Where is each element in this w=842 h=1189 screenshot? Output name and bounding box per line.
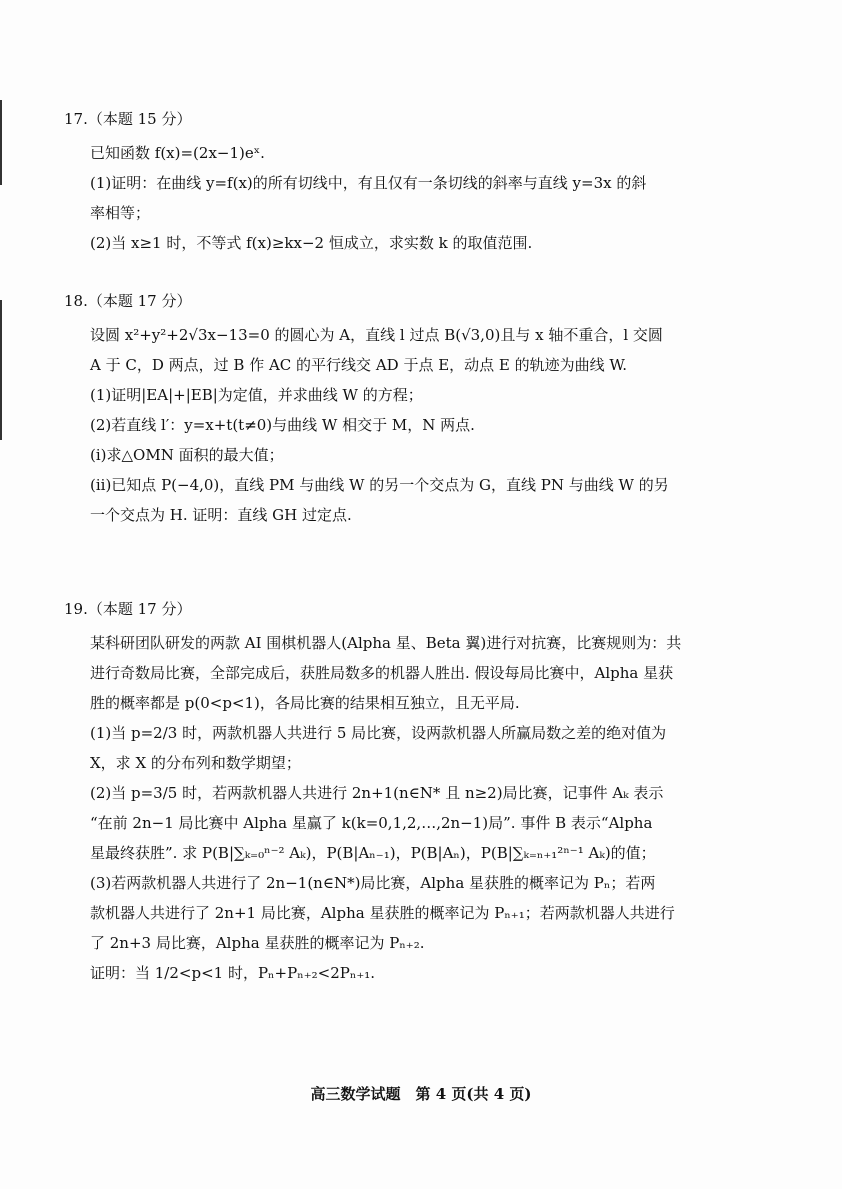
- problem-line: 进行奇数局比赛，全部完成后，获胜局数多的机器人胜出. 假设每局比赛中，Alpha 星获: [90, 664, 674, 682]
- problem-line: A 于 C，D 两点，过 B 作 AC 的平行线交 AD 于点 E，动点 E 的轨迹为曲线 W.: [90, 356, 627, 374]
- problem-17: [64, 108, 764, 258]
- problem-line: (1)证明|EA|+|EB|为定值，并求曲线 W 的方程；: [90, 386, 423, 404]
- problem-line: (2)当 x≥1 时，不等式 f(x)≥kx−2 恒成立，求实数 k 的取值范围.: [90, 234, 533, 252]
- page-footer: 高三数学试题 第 4 页(共 4 页): [310, 1085, 532, 1103]
- problem-19: [64, 598, 764, 988]
- problem-line: 星最终获胜”. 求 P(B|∑ₖ₌₀ⁿ⁻² Aₖ)，P(B|Aₙ₋₁)，P(B|Aₙ)，P(B|∑ₖ₌ₙ₊₁²ⁿ⁻¹ Aₖ)的值；: [90, 844, 656, 862]
- problem-line: X，求 X 的分布列和数学期望；: [90, 754, 301, 772]
- problem-18: [64, 290, 764, 530]
- problem-line: 某科研团队研发的两款 AI 围棋机器人(Alpha 星、Beta 翼)进行对抗赛，比赛规则为：共: [90, 634, 682, 652]
- problem-line: (3)若两款机器人共进行了 2n−1(n∈N*)局比赛，Alpha 星获胜的概率记为 Pₙ；若两: [90, 874, 656, 892]
- problem-line: 证明：当 1/2<p<1 时，Pₙ+Pₙ₊₂<2Pₙ₊₁.: [90, 964, 376, 982]
- problem-line: (2)若直线 l′：y=x+t(t≠0)与曲线 W 相交于 M，N 两点.: [90, 416, 475, 434]
- problem-header: 17.（本题 15 分）: [64, 110, 192, 128]
- problem-line: (i)求△OMN 面积的最大值；: [90, 446, 284, 464]
- problem-line: 设圆 x²+y²+2√3x−13=0 的圆心为 A，直线 l 过点 B(√3,0)且与 x 轴不重合，l 交圆: [90, 326, 663, 344]
- scan-edge-bottom: [0, 300, 2, 440]
- problem-line: 胜的概率都是 p(0<p<1)，各局比赛的结果相互独立，且无平局.: [90, 694, 520, 712]
- problem-line: (1)当 p=2/3 时，两款机器人共进行 5 局比赛，设两款机器人所赢局数之差的绝对值为: [90, 724, 667, 742]
- problem-line: 一个交点为 H. 证明：直线 GH 过定点.: [90, 506, 352, 524]
- problem-header: 18.（本题 17 分）: [64, 292, 192, 310]
- problem-line: (2)当 p=3/5 时，若两款机器人共进行 2n+1(n∈N* 且 n≥2)局比赛，记事件 Aₖ 表示: [90, 784, 664, 802]
- problem-line: 了 2n+3 局比赛，Alpha 星获胜的概率记为 Pₙ₊₂.: [90, 934, 425, 952]
- problem-line: “在前 2n−1 局比赛中 Alpha 星赢了 k(k=0,1,2,…,2n−1)局”. 事件 B 表示“Alpha: [90, 814, 653, 832]
- scan-edge-top: [0, 100, 2, 185]
- problem-line: (ii)已知点 P(−4,0)，直线 PM 与曲线 W 的另一个交点为 G，直线 PN 与曲线 W 的另: [90, 476, 669, 494]
- problem-line: 款机器人共进行了 2n+1 局比赛，Alpha 星获胜的概率记为 Pₙ₊₁；若两款机器人共进行: [90, 904, 675, 922]
- problem-header: 19.（本题 17 分）: [64, 600, 192, 618]
- problem-line: 率相等；: [90, 204, 151, 222]
- problem-line: 已知函数 f(x)=(2x−1)eˣ.: [90, 144, 265, 162]
- problem-line: (1)证明：在曲线 y=f(x)的所有切线中，有且仅有一条切线的斜率与直线 y=3x 的斜: [90, 174, 647, 192]
